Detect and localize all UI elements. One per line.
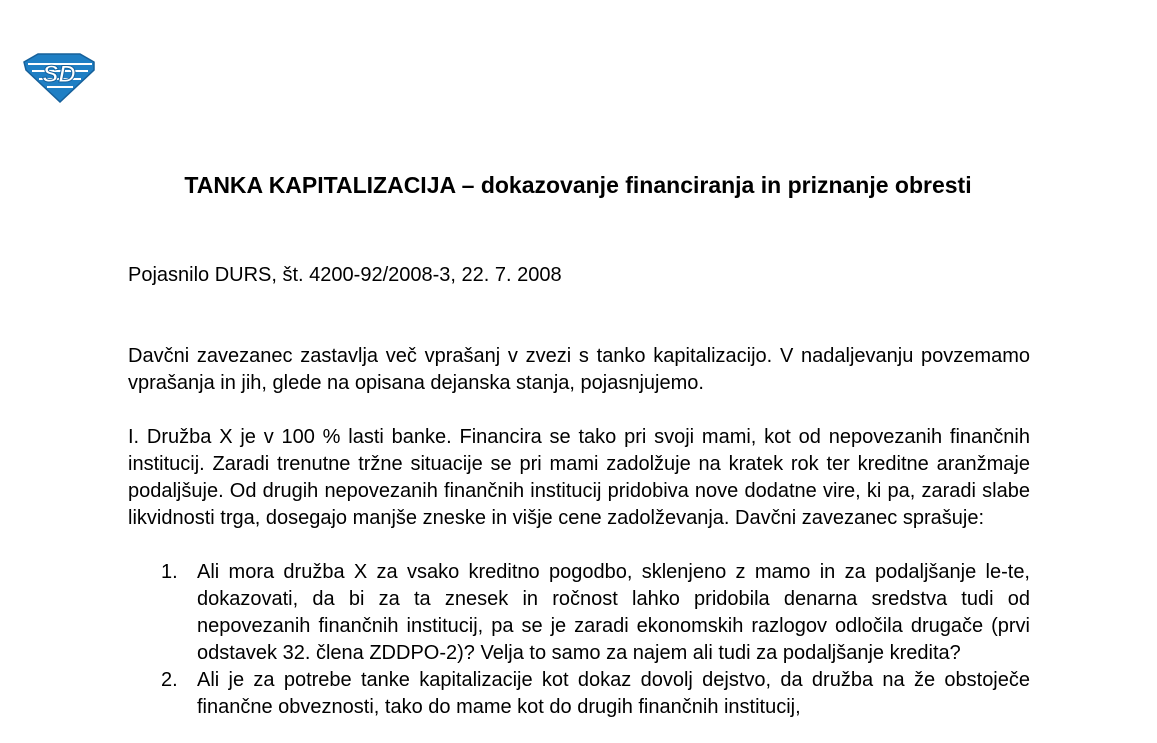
document-subtitle: Pojasnilo DURS, št. 4200-92/2008-3, 22. 7. 2008	[128, 264, 562, 286]
question-list	[128, 559, 1030, 721]
list-item	[128, 559, 1030, 667]
list-item	[128, 667, 1030, 721]
document-title: TANKA KAPITALIZACIJA – dokazovanje financiranja in priznanje obresti	[184, 172, 972, 198]
sd-logo	[22, 52, 96, 104]
question-text: Ali mora družba X za vsako kreditno pogodbo, sklenjeno z mamo in za podaljšanje le-te, dokazovati, da bi za ta znesek in ročnost lahko pridobila denarna sredstva tudi od nepovezanih finančnih institucij, pa se je zaradi ekonomskih razlogov odločila drugače (prvi odstavek 32. člena ZDDPO-2)? Velja to samo za najem ali tudi za podaljšanje kredita?	[197, 561, 1030, 664]
question-number: 1.	[161, 561, 178, 583]
svg-text:SD: SD	[42, 61, 76, 88]
sd-shield-icon	[22, 52, 96, 104]
question-number: 2.	[161, 669, 178, 691]
intro-paragraph: Davčni zavezanec zastavlja več vprašanj v zvezi s tanko kapitalizacijo. V nadaljevanju povzemamo vprašanja in jih, glede na opisana dejanska stanja, pojasnjujemo.	[128, 345, 1030, 394]
question-text: Ali je za potrebe tanke kapitalizacije kot dokaz dovolj dejstvo, da družba na že obstoječe finančne obveznosti, tako do mame kot do drugih finančnih institucij,	[197, 669, 1030, 718]
section-1-paragraph: I. Družba X je v 100 % lasti banke. Financira se tako pri svoji mami, kot od nepovezanih finančnih institucij. Zaradi trenutne tržne situacije se pri mami zadolžuje na kratek rok ter kreditne aranžmaje podaljšuje. Od drugih nepovezanih finančnih institucij pridobiva nove dodatne vire, ki pa, zaradi slabe likvidnosti trga, dosegajo manjše zneske in višje cene zadolževanja. Davčni zavezanec sprašuje:	[128, 426, 1030, 529]
